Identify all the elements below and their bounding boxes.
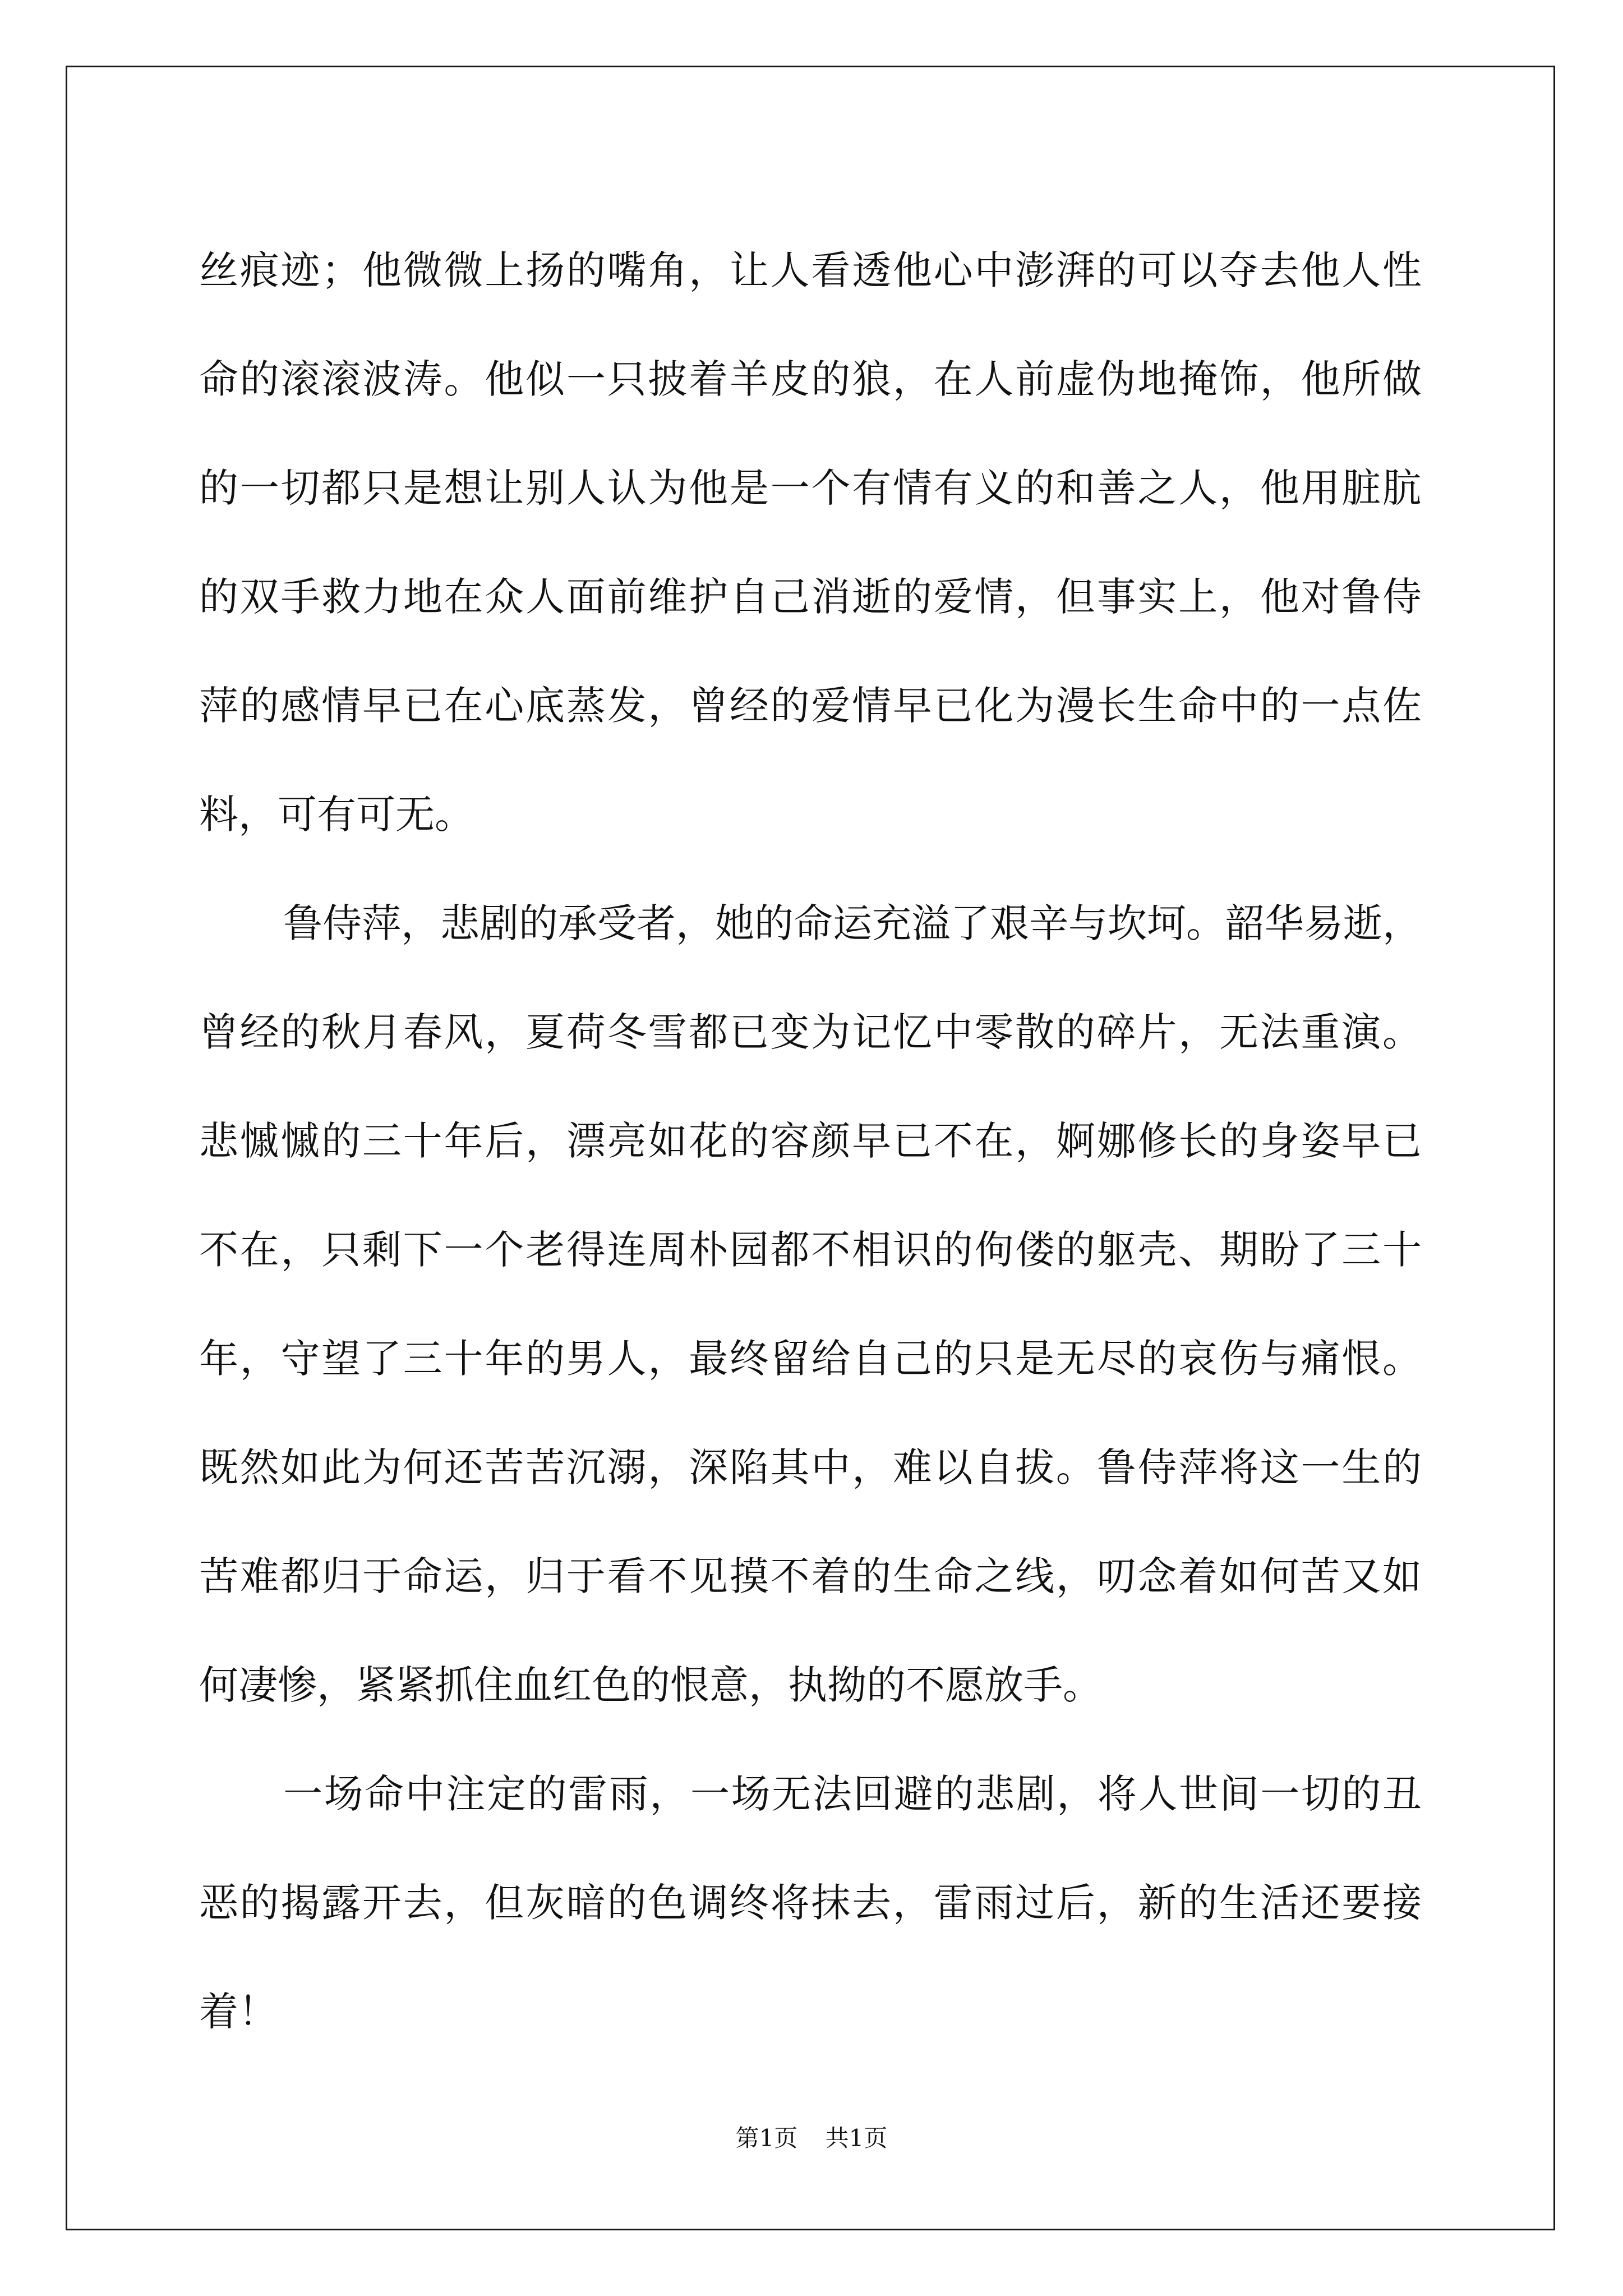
paragraph-2-line-4: 不在，只剩下一个老得连周朴园都不相识的佝偻的躯壳、期盼了三十 [199, 1227, 1422, 1273]
paragraph-1-line-5: 萍的感情早已在心底蒸发，曾经的爱情早已化为漫长生命中的一点佐 [199, 683, 1422, 729]
page-number-current: 第1页 [735, 2124, 798, 2152]
paragraph-1-line-4: 的双手救力地在众人面前维护自己消逝的爱情，但事实上，他对鲁侍 [199, 574, 1422, 620]
paragraph-1-line-1: 丝痕迹；他微微上扬的嘴角，让人看透他心中澎湃的可以夺去他人性 [199, 247, 1422, 293]
page-footer [0, 2122, 1623, 2155]
paragraph-1-line-2: 命的滚滚波涛。他似一只披着羊皮的狼，在人前虚伪地掩饰，他所做 [199, 356, 1422, 402]
paragraph-2-line-7: 苦难都归于命运，归于看不见摸不着的生命之线，叨念着如何苦又如 [199, 1553, 1422, 1599]
paragraph-3-line-1: 一场命中注定的雷雨，一场无法回避的悲剧，将人世间一切的丑 [283, 1771, 1422, 1817]
paragraph-2-line-2: 曾经的秋月春风，夏荷冬雪都已变为记忆中零散的碎片，无法重演。 [199, 1009, 1422, 1055]
paragraph-2-line-1: 鲁侍萍，悲剧的承受者，她的命运充溢了艰辛与坎坷。韶华易逝， [283, 900, 1422, 946]
paragraph-2-line-5: 年，守望了三十年的男人，最终留给自己的只是无尽的哀伤与痛恨。 [199, 1336, 1422, 1382]
paragraph-2-line-8: 何凄惨，紧紧抓住血红色的恨意，执拗的不愿放手。 [199, 1662, 1102, 1708]
paragraph-3-line-2: 恶的揭露开去，但灰暗的色调终将抹去，雷雨过后，新的生活还要接 [199, 1880, 1422, 1926]
paragraph-2-line-3: 悲慽慽的三十年后，漂亮如花的容颜早已不在，婀娜修长的身姿早已 [199, 1118, 1422, 1164]
paragraph-2-line-6: 既然如此为何还苦苦沉溺，深陷其中，难以自拔。鲁侍萍将这一生的 [199, 1444, 1422, 1490]
paragraph-1-line-3: 的一切都只是想让别人认为他是一个有情有义的和善之人，他用脏肮 [199, 465, 1422, 511]
paragraph-3-line-3: 着！ [199, 1989, 278, 2035]
page-number-total: 共1页 [825, 2124, 888, 2152]
document-body [199, 216, 1422, 2066]
paragraph-1-line-6: 料，可有可无。 [199, 792, 474, 838]
